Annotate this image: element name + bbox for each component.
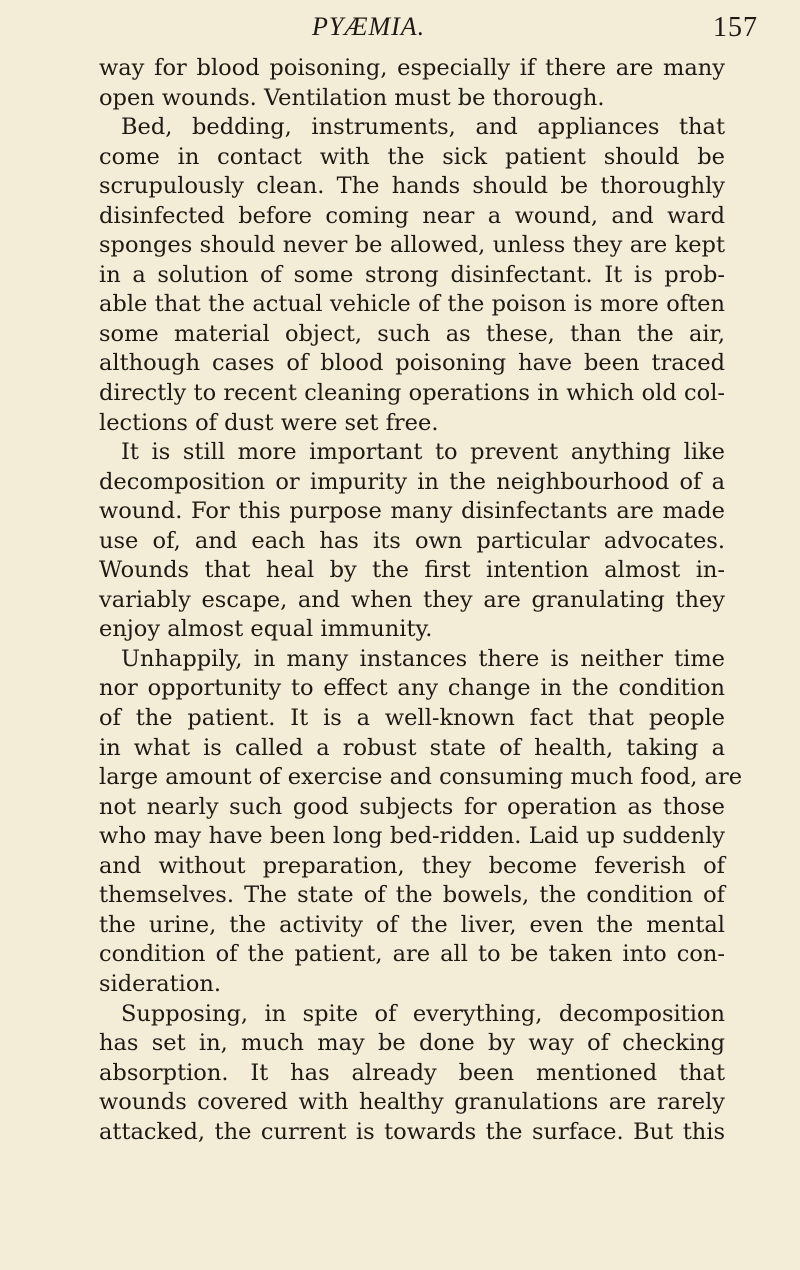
text-line: of the patient. It is a well-known fact that people (99, 705, 725, 732)
text-line: Unhappily, in many instances there is neither time (121, 645, 725, 672)
text-line: decomposition or impurity in the neighbourhood of a (99, 468, 725, 495)
text-line: not nearly such good subjects for operation as those (99, 793, 725, 820)
text-line: condition of the patient, are all to be taken into con- (99, 941, 725, 968)
text-line: sponges should never be allowed, unless they are kept (99, 232, 725, 259)
text-line: sideration. (99, 970, 222, 997)
text-line: although cases of blood poisoning have been traced (99, 350, 725, 377)
text-line: able that the actual vehicle of the poison is more often (99, 291, 725, 318)
text-line: scrupulously clean. The hands should be thoroughly (99, 173, 725, 200)
text-line: has set in, much may be done by way of checking (99, 1030, 725, 1057)
text-line: the urine, the activity of the liver, even the mental (99, 911, 725, 938)
text-line: It is still more important to prevent anything like (121, 439, 725, 466)
running-head: PYÆMIA. (312, 12, 426, 41)
text-line: disinfected before coming near a wound, and ward (99, 202, 725, 229)
text-line: large amount of exercise and consuming much food, are (99, 764, 743, 791)
text-line: variably escape, and when they are granulating they (99, 586, 725, 613)
text-line: Wounds that heal by the first intention almost in- (99, 557, 725, 584)
text-line: come in contact with the sick patient should be (99, 143, 725, 170)
text-line: use of, and each has its own particular advocates. (99, 527, 725, 554)
text-line: wound. For this purpose many disinfectants are made (99, 498, 725, 525)
text-line: in a solution of some strong disinfectant. It is prob- (99, 261, 725, 288)
body-text (99, 54, 743, 1147)
text-line: Supposing, in spite of everything, decomposition (121, 1000, 725, 1027)
text-line: directly to recent cleaning operations in which old col- (99, 380, 725, 407)
text-line: and without preparation, they become feverish of (99, 852, 725, 879)
text-line: lections of dust were set free. (99, 409, 439, 436)
page-header (0, 12, 800, 46)
text-line: some material object, such as these, than the air, (99, 320, 725, 347)
text-line: who may have been long bed-ridden. Laid up suddenly (99, 823, 725, 850)
text-line: Bed, bedding, instruments, and appliances that (121, 114, 725, 141)
text-line: attacked, the current is towards the surface. But this (99, 1118, 725, 1145)
text-line: wounds covered with healthy granulations are rarely (99, 1089, 725, 1116)
text-line: absorption. It has already been mentioned that (99, 1059, 725, 1086)
text-line: in what is called a robust state of health, taking a (99, 734, 725, 761)
text-line: nor opportunity to effect any change in the condition (99, 675, 725, 702)
page-number: 157 (713, 12, 758, 43)
text-line: enjoy almost equal immunity. (99, 616, 433, 643)
text-line: way for blood poisoning, especially if there are many (99, 55, 725, 81)
text-line: open wounds. Ventilation must be thorough. (99, 84, 605, 111)
text-line: themselves. The state of the bowels, the condition of (99, 882, 725, 909)
